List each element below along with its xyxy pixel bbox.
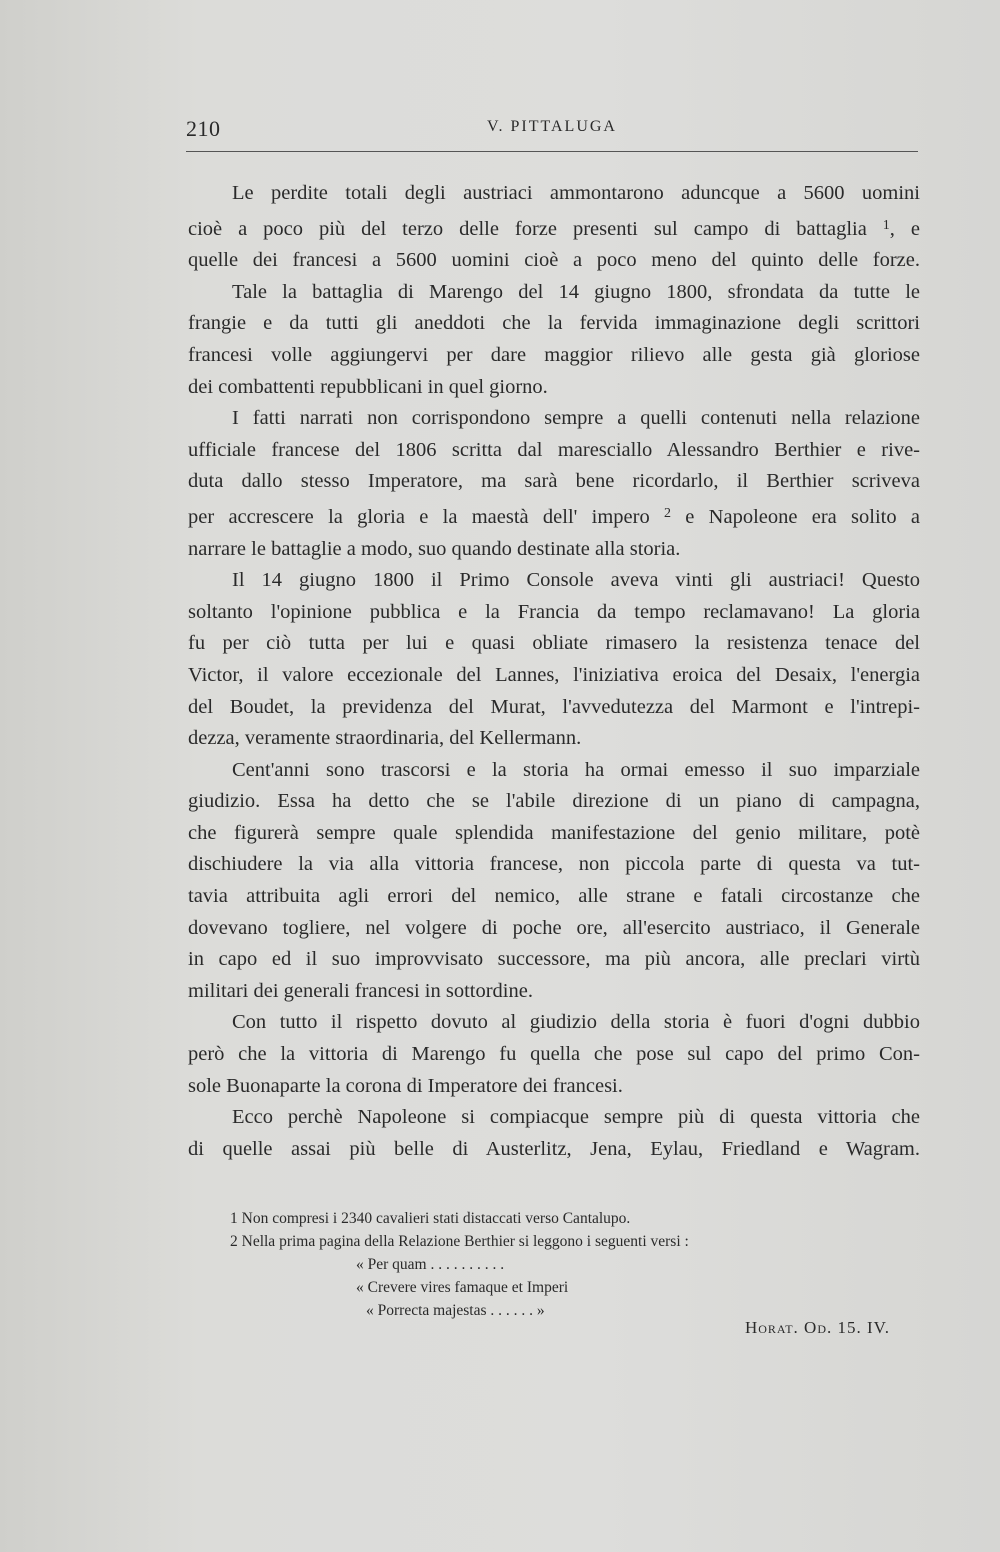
- text-line: I fatti narrati non corrispondono sempre a quelli contenuti nella relazione: [232, 407, 920, 430]
- verse-line: « Per quam . . . . . . . . . .: [356, 1256, 505, 1273]
- text-line: frangie e da tutti gli aneddoti che la fervida immaginazione degli scrittori: [188, 312, 920, 335]
- body-text: [188, 178, 920, 1165]
- footnote-ref: 2: [664, 505, 671, 521]
- text-line: dovevano togliere, nel volgere di poche ore, all'esercito austriaco, il Generale: [188, 916, 920, 939]
- text-line: cioè a poco più del terzo delle forze presenti sul campo di battaglia $^1$, e: [188, 217, 920, 240]
- header-rule: [186, 151, 918, 152]
- footnote-ref: 1: [882, 217, 890, 233]
- text-line: narrare le battaglie a modo, suo quando destinate alla storia.: [188, 537, 681, 560]
- footnotes: [230, 1207, 920, 1322]
- text-line: Cent'anni sono trascorsi e la storia ha ormai emesso il suo imparziale: [232, 758, 920, 781]
- text-line: duta dallo stesso Imperatore, ma sarà bene ricordarlo, il Berthier scriveva: [188, 470, 920, 493]
- text-line: dezza, veramente straordinaria, del Kellermann.: [188, 727, 582, 750]
- text-line: soltanto l'opinione pubblica e la Francia da tempo reclamavano! La gloria: [188, 600, 920, 623]
- footnote-2: 2 Nella prima pagina della Relazione Berthier si leggono i seguenti versi :: [230, 1233, 689, 1250]
- text-line: Con tutto il rispetto dovuto al giudizio della storia è fuori d'ogni dubbio: [232, 1011, 920, 1034]
- text-line: ufficiale francese del 1806 scritta dal maresciallo Alessandro Berthier e rive-: [188, 438, 920, 461]
- text-line: che figurerà sempre quale splendida manifestazione del genio militare, potè: [188, 821, 920, 844]
- text-line: quelle dei francesi a 5600 uomini cioè a poco meno del quinto delle forze.: [188, 249, 920, 272]
- footnote-1: 1 Non compresi i 2340 cavalieri stati distaccati verso Cantalupo.: [230, 1210, 631, 1227]
- page-header: [186, 112, 918, 152]
- text-line: in capo ed il suo improvvisato successore, ma più ancora, alle preclari virtù: [188, 948, 920, 971]
- text-line: militari dei generali francesi in sottordine.: [188, 979, 533, 1002]
- running-head: V. PITTALUGA: [487, 118, 617, 135]
- text-line: francesi volle aggiungervi per dare maggior rilievo alle gesta già gloriose: [188, 343, 920, 366]
- text-line: di quelle assai più belle di Austerlitz, Jena, Eylau, Friedland e Wagram.: [188, 1137, 920, 1160]
- text-line: Ecco perchè Napoleone si compiacque sempre più di questa vittoria che: [232, 1106, 920, 1129]
- text-line: dei combattenti repubblicani in quel giorno.: [188, 375, 548, 398]
- text-line: giudizio. Essa ha detto che se l'abile direzione di un piano di campagna,: [188, 790, 920, 813]
- verse-line: « Porrecta majestas . . . . . . »: [366, 1302, 545, 1319]
- page-number: 210: [186, 116, 221, 141]
- text-line: Victor, il valore eccezionale del Lannes, l'iniziativa eroica del Desaix, l'energia: [188, 663, 920, 686]
- text-line: però che la vittoria di Marengo fu quella che pose sul capo del primo Con-: [188, 1043, 920, 1066]
- text-line: sole Buonaparte la corona di Imperatore dei francesi.: [188, 1074, 623, 1097]
- text-line: per accrescere la gloria e la maestà dell' impero $^2$ e Napoleone era solito a: [188, 505, 920, 528]
- text-line: Tale la battaglia di Marengo del 14 giugno 1800, sfrondata da tutte le: [232, 280, 920, 303]
- verse-citation: Horat. Od. 15. IV.: [744, 1318, 890, 1337]
- text-line: Le perdite totali degli austriaci ammontarono aduncque a 5600 uomini: [232, 182, 920, 204]
- text-line: dischiudere la via alla vittoria francese, non piccola parte di questa va tut-: [188, 853, 920, 876]
- text-line: Il 14 giugno 1800 il Primo Console aveva vinti gli austriaci! Questo: [232, 569, 920, 592]
- verse-line: « Crevere vires famaque et Imperi: [356, 1279, 569, 1296]
- text-line: fu per ciò tutta per lui e quasi obliate rimasero la resistenza tenace del: [188, 632, 920, 655]
- text-line: tavia attribuita agli errori del nemico, alle strane e fatali circostanze che: [188, 885, 920, 908]
- text-line: del Boudet, la previdenza del Murat, l'avvedutezza del Marmont e l'intrepi-: [188, 695, 920, 718]
